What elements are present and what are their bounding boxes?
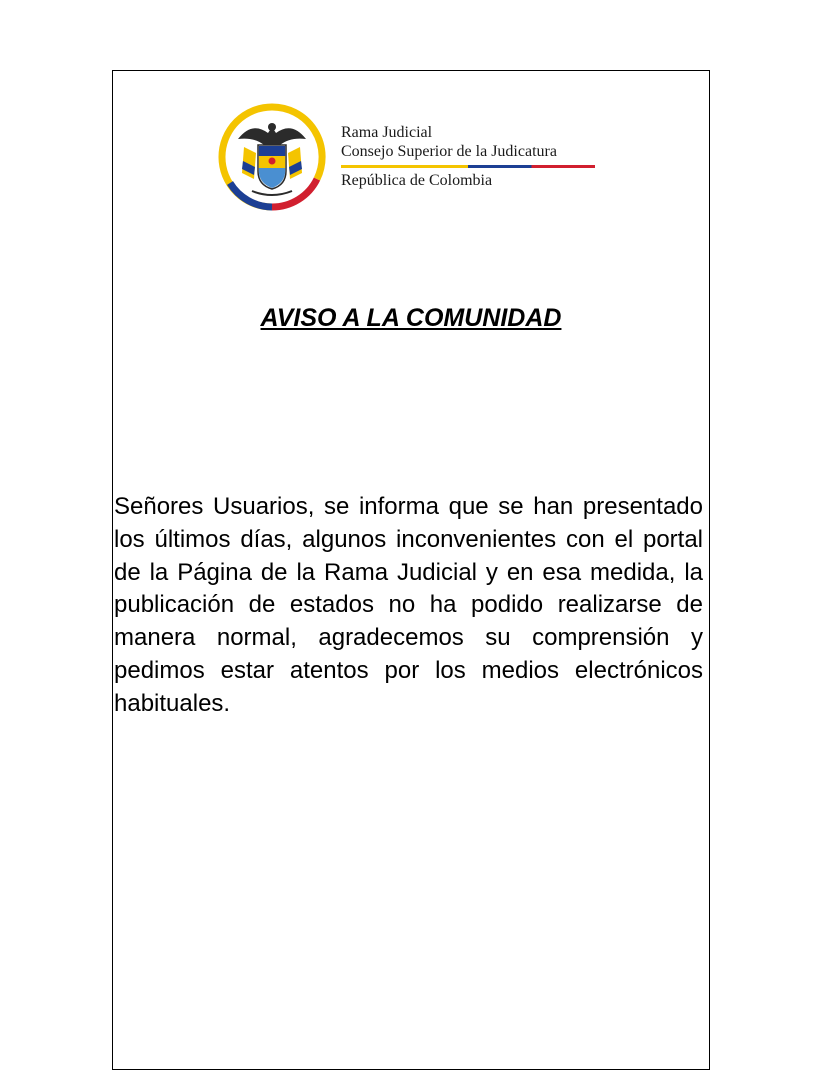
logo-text [341, 123, 601, 190]
notice-body: Señores Usuarios, se informa que se han presentado los últimos días, algunos inconvenientes con el portal de la Página de la Rama Judicial y en esa medida, la publicación de estados no ha podido realizarse de manera normal, agradecemos su comprensión y pedimos estar atentos por los medios electrónicos habituales. [114, 493, 703, 717]
coat-of-arms-icon [218, 103, 326, 211]
tricolor-divider [341, 165, 595, 168]
org-country: República de Colombia [341, 172, 493, 189]
org-name: Rama Judicial [341, 124, 433, 141]
rama-judicial-logo [218, 103, 598, 213]
notice-title: AVISO A LA COMUNIDAD [260, 304, 562, 332]
org-council: Consejo Superior de la Judicatura [341, 143, 557, 160]
